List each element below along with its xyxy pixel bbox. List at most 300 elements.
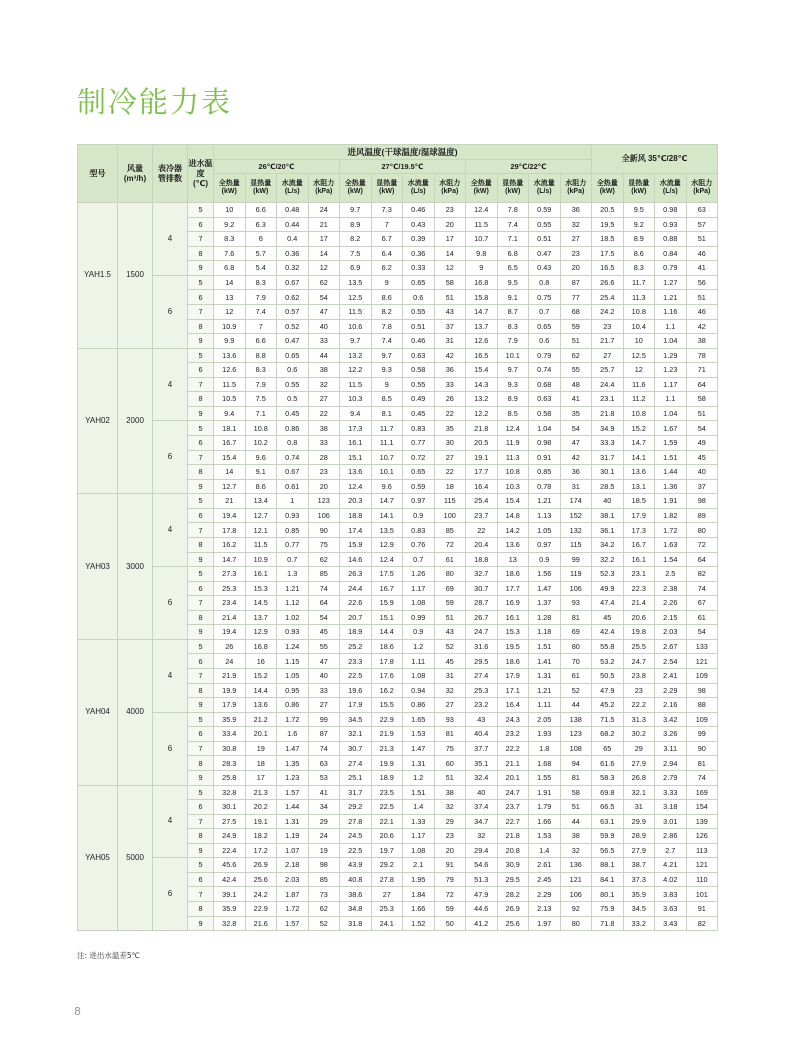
table-cell: 9.4 (214, 406, 246, 421)
table-cell: 52.3 (592, 567, 624, 582)
table-cell: 41 (308, 785, 340, 800)
table-cell: 7.5 (245, 392, 277, 407)
table-cell: 16.7 (371, 581, 403, 596)
table-cell: 109 (686, 669, 718, 684)
table-cell: 115 (434, 494, 466, 509)
table-cell: 5.4 (245, 261, 277, 276)
table-cell: 7.9 (245, 377, 277, 392)
table-cell: 0.51 (529, 232, 561, 247)
table-cell: 0.85 (277, 523, 309, 538)
table-cell: 1.47 (529, 581, 561, 596)
inlet-water-temp-cell: 5 (188, 785, 214, 800)
table-cell: 121 (686, 858, 718, 873)
table-cell: 22.2 (623, 698, 655, 713)
table-cell: 24.3 (497, 712, 529, 727)
inlet-water-temp-cell: 8 (188, 683, 214, 698)
subheader-fresh-1: 显热量 (kW) (623, 174, 655, 203)
table-cell: 38 (308, 421, 340, 436)
table-cell: 85 (434, 523, 466, 538)
table-cell: 20.2 (245, 800, 277, 815)
table-cell: 6.8 (214, 261, 246, 276)
table-cell: 63.1 (592, 814, 624, 829)
table-cell: 19.9 (214, 683, 246, 698)
table-cell: 2.61 (529, 858, 561, 873)
table-cell: 9.5 (623, 203, 655, 218)
inlet-water-temp-cell: 5 (188, 858, 214, 873)
table-cell: 17.3 (340, 421, 372, 436)
table-cell: 6.6 (245, 334, 277, 349)
table-cell: 1.2 (403, 639, 435, 654)
table-cell: 19.9 (371, 756, 403, 771)
table-cell: 44 (308, 348, 340, 363)
table-cell: 0.65 (403, 465, 435, 480)
table-cell: 40.8 (340, 872, 372, 887)
table-cell: 42.4 (592, 625, 624, 640)
table-cell: 25.7 (592, 363, 624, 378)
table-cell: 45 (592, 610, 624, 625)
inlet-water-temp-cell: 8 (188, 756, 214, 771)
table-cell: 29.2 (340, 800, 372, 815)
table-cell: 15.4 (214, 450, 246, 465)
table-cell: 59 (434, 596, 466, 611)
table-cell: 1.44 (277, 800, 309, 815)
table-cell: 9.4 (340, 406, 372, 421)
table-row (78, 348, 718, 363)
table-cell: 0.55 (403, 304, 435, 319)
table-cell: 16.8 (466, 275, 498, 290)
table-cell: 10.8 (623, 304, 655, 319)
table-cell: 44.6 (466, 902, 498, 917)
table-cell: 1.91 (529, 785, 561, 800)
table-cell: 17.9 (214, 698, 246, 713)
table-cell: 14.7 (623, 436, 655, 451)
table-cell: 42.4 (214, 872, 246, 887)
table-cell: 31 (434, 334, 466, 349)
col-header-coil-rows: 表冷器 管排数 (153, 145, 188, 203)
table-cell: 16.1 (623, 552, 655, 567)
table-cell: 21.8 (466, 421, 498, 436)
table-cell: 20.8 (497, 843, 529, 858)
table-cell: 19.4 (214, 508, 246, 523)
table-cell: 35.9 (623, 887, 655, 902)
table-cell: 33 (308, 436, 340, 451)
table-cell: 50.5 (592, 669, 624, 684)
table-cell: 1.79 (529, 800, 561, 815)
table-cell: 12.4 (340, 479, 372, 494)
table-cell: 100 (434, 508, 466, 523)
table-cell: 0.79 (655, 261, 687, 276)
airflow-value: 4000 (118, 639, 153, 785)
table-cell: 81 (560, 610, 592, 625)
table-cell: 1.67 (655, 421, 687, 436)
table-cell: 72 (686, 537, 718, 552)
table-cell: 45 (434, 654, 466, 669)
table-cell: 0.59 (403, 479, 435, 494)
table-cell: 17.7 (497, 581, 529, 596)
table-cell: 1.72 (655, 523, 687, 538)
table-cell: 14.4 (371, 625, 403, 640)
cooling-capacity-table (77, 144, 718, 931)
table-cell: 1.54 (655, 552, 687, 567)
inlet-water-temp-cell: 8 (188, 246, 214, 261)
table-cell: 1.19 (277, 829, 309, 844)
table-cell: 13.2 (466, 392, 498, 407)
table-cell: 13 (214, 290, 246, 305)
inlet-water-temp-cell: 5 (188, 712, 214, 727)
col-header-condition-1: 26℃/20℃ (214, 160, 340, 174)
table-cell: 123 (308, 494, 340, 509)
subheader-cond3-1: 显热量 (kW) (497, 174, 529, 203)
table-cell: 101 (686, 887, 718, 902)
table-cell: 0.47 (277, 334, 309, 349)
table-cell: 20.3 (340, 494, 372, 509)
table-cell: 0.46 (403, 203, 435, 218)
table-cell: 72 (434, 887, 466, 902)
table-cell: 0.86 (277, 421, 309, 436)
table-cell: 45 (308, 625, 340, 640)
table-cell: 24 (308, 203, 340, 218)
table-cell: 21 (308, 217, 340, 232)
table-cell: 1.51 (529, 639, 561, 654)
table-cell: 61 (686, 610, 718, 625)
table-cell: 1.91 (655, 494, 687, 509)
table-cell: 56 (686, 275, 718, 290)
table-cell: 62 (308, 902, 340, 917)
table-cell: 38 (560, 829, 592, 844)
inlet-water-temp-cell: 8 (188, 392, 214, 407)
table-cell: 1.52 (403, 916, 435, 931)
table-row (78, 639, 718, 654)
table-cell: 1.04 (655, 334, 687, 349)
table-cell: 98 (686, 494, 718, 509)
table-cell: 18 (434, 479, 466, 494)
table-cell: 0.55 (529, 217, 561, 232)
table-cell: 15.5 (371, 698, 403, 713)
col-header-model: 型号 (78, 145, 118, 203)
table-cell: 12 (623, 363, 655, 378)
table-cell: 22.7 (497, 814, 529, 829)
table-cell: 10.3 (340, 392, 372, 407)
table-cell: 85 (308, 567, 340, 582)
inlet-water-temp-cell: 6 (188, 508, 214, 523)
table-cell: 20.5 (592, 203, 624, 218)
table-cell: 91 (434, 858, 466, 873)
table-cell: 31.3 (623, 712, 655, 727)
subheader-cond2-1: 显热量 (kW) (371, 174, 403, 203)
table-cell: 21.8 (497, 829, 529, 844)
table-cell: 52 (434, 639, 466, 654)
table-cell: 18.6 (371, 639, 403, 654)
table-cell: 25.4 (592, 290, 624, 305)
table-cell: 1.02 (277, 610, 309, 625)
inlet-water-temp-cell: 6 (188, 654, 214, 669)
table-cell: 36 (434, 363, 466, 378)
table-cell: 94 (560, 756, 592, 771)
table-cell: 16.1 (340, 436, 372, 451)
table-row (78, 203, 718, 218)
table-cell: 1.56 (529, 567, 561, 582)
table-cell: 0.62 (277, 290, 309, 305)
table-cell: 55.8 (592, 639, 624, 654)
table-cell: 30.9 (497, 858, 529, 873)
table-cell: 1.55 (529, 770, 561, 785)
table-cell: 27.8 (371, 872, 403, 887)
table-cell: 6.6 (245, 203, 277, 218)
table-cell: 1.24 (277, 639, 309, 654)
table-cell: 55 (308, 639, 340, 654)
table-cell: 0.6 (403, 290, 435, 305)
table-cell: 9.3 (371, 363, 403, 378)
table-cell: 1.21 (277, 581, 309, 596)
table-cell: 68 (560, 304, 592, 319)
table-cell: 27.4 (466, 669, 498, 684)
inlet-water-temp-cell: 6 (188, 436, 214, 451)
table-cell: 0.59 (529, 203, 561, 218)
table-cell: 21.4 (214, 610, 246, 625)
table-cell: 22 (308, 406, 340, 421)
table-cell: 12.9 (371, 537, 403, 552)
table-cell: 1.53 (529, 829, 561, 844)
table-cell: 54 (308, 290, 340, 305)
coil-rows-value: 4 (153, 639, 188, 712)
table-cell: 11.5 (340, 377, 372, 392)
table-cell: 1.04 (529, 421, 561, 436)
table-cell: 0.58 (403, 363, 435, 378)
table-cell: 1.35 (277, 756, 309, 771)
table-cell: 22.3 (623, 581, 655, 596)
table-cell: 1.31 (277, 814, 309, 829)
inlet-water-temp-cell: 8 (188, 610, 214, 625)
table-cell: 1.87 (277, 887, 309, 902)
inlet-water-temp-cell: 7 (188, 304, 214, 319)
table-cell: 46 (686, 304, 718, 319)
table-cell: 32 (434, 800, 466, 815)
table-cell: 6.3 (245, 217, 277, 232)
table-cell: 11.3 (623, 290, 655, 305)
table-cell: 14.6 (340, 552, 372, 567)
table-cell: 2.86 (655, 829, 687, 844)
table-cell: 2.5 (655, 567, 687, 582)
table-cell: 13.6 (340, 465, 372, 480)
table-cell: 1.21 (529, 683, 561, 698)
table-cell: 72 (434, 537, 466, 552)
table-cell: 1.23 (277, 770, 309, 785)
table-cell: 0.51 (403, 319, 435, 334)
table-cell: 68.2 (592, 727, 624, 742)
table-cell: 19.6 (340, 683, 372, 698)
table-cell: 24.7 (623, 654, 655, 669)
table-cell: 138 (560, 712, 592, 727)
table-cell: 0.52 (277, 319, 309, 334)
table-cell: 31 (560, 479, 592, 494)
table-cell: 22.9 (245, 902, 277, 917)
table-cell: 6.9 (340, 261, 372, 276)
table-cell: 19.1 (245, 814, 277, 829)
table-cell: 9.1 (497, 290, 529, 305)
table-cell: 10 (214, 203, 246, 218)
table-cell: 0.91 (529, 450, 561, 465)
table-cell: 43.9 (340, 858, 372, 873)
inlet-water-temp-cell: 8 (188, 319, 214, 334)
table-cell: 169 (686, 785, 718, 800)
table-cell: 8.2 (371, 304, 403, 319)
table-cell: 15.4 (466, 363, 498, 378)
table-cell: 54 (686, 421, 718, 436)
table-cell: 24.4 (340, 581, 372, 596)
table-cell: 1.26 (403, 567, 435, 582)
table-cell: 52 (560, 683, 592, 698)
table-cell: 23 (308, 465, 340, 480)
table-cell: 0.49 (403, 392, 435, 407)
table-cell: 23.3 (340, 654, 372, 669)
table-cell: 30.2 (623, 727, 655, 742)
table-cell: 7 (245, 319, 277, 334)
table-cell: 25.1 (340, 770, 372, 785)
table-cell: 0.9 (403, 508, 435, 523)
table-cell: 93 (434, 712, 466, 727)
table-cell: 44 (560, 698, 592, 713)
table-cell: 106 (560, 887, 592, 902)
model-name: YAH1.5 (78, 203, 118, 349)
table-cell: 32 (466, 829, 498, 844)
table-cell: 9.1 (245, 465, 277, 480)
table-cell: 20 (308, 479, 340, 494)
inlet-water-temp-cell: 6 (188, 363, 214, 378)
table-cell: 0.4 (277, 232, 309, 247)
table-cell: 23.4 (214, 596, 246, 611)
table-cell: 12.6 (466, 334, 498, 349)
table-cell: 22.5 (340, 669, 372, 684)
table-cell: 0.65 (403, 275, 435, 290)
table-cell: 43 (466, 712, 498, 727)
table-cell: 27 (308, 698, 340, 713)
table-cell: 74 (686, 581, 718, 596)
table-cell: 23.5 (371, 785, 403, 800)
table-cell: 81 (686, 756, 718, 771)
table-cell: 10.7 (371, 450, 403, 465)
table-cell: 1.1 (655, 319, 687, 334)
table-cell: 15.1 (371, 610, 403, 625)
table-cell: 22 (434, 465, 466, 480)
table-cell: 7.9 (497, 334, 529, 349)
table-cell: 2.15 (655, 610, 687, 625)
table-cell: 87 (560, 275, 592, 290)
table-cell: 23.1 (623, 567, 655, 582)
table-cell: 28.2 (497, 887, 529, 902)
table-cell: 25.2 (340, 639, 372, 654)
table-cell: 0.9 (403, 625, 435, 640)
table-cell: 3.42 (655, 712, 687, 727)
table-cell: 136 (560, 858, 592, 873)
table-cell: 29.5 (497, 872, 529, 887)
table-cell: 80 (560, 639, 592, 654)
table-cell: 2.29 (529, 887, 561, 902)
table-cell: 88.1 (592, 858, 624, 873)
table-cell: 25.6 (245, 872, 277, 887)
table-cell: 54.6 (466, 858, 498, 873)
table-cell: 21.6 (245, 916, 277, 931)
table-cell: 28.9 (623, 829, 655, 844)
table-cell: 0.77 (277, 537, 309, 552)
coil-rows-value: 6 (153, 275, 188, 348)
table-cell: 8.8 (245, 348, 277, 363)
table-cell: 21 (214, 494, 246, 509)
page-title: 制冷能力表 (77, 85, 233, 119)
table-cell: 33.4 (214, 727, 246, 742)
table-cell: 10.6 (340, 319, 372, 334)
table-cell: 62 (560, 348, 592, 363)
table-cell: 1.8 (529, 741, 561, 756)
table-cell: 24.2 (592, 304, 624, 319)
table-cell: 13.6 (214, 348, 246, 363)
table-cell: 16.1 (497, 610, 529, 625)
table-cell: 74 (308, 741, 340, 756)
table-cell: 20.7 (340, 610, 372, 625)
table-cell: 15.8 (466, 290, 498, 305)
table-cell: 35.9 (214, 712, 246, 727)
table-cell: 9 (371, 275, 403, 290)
table-row (78, 275, 718, 290)
inlet-water-temp-cell: 6 (188, 800, 214, 815)
table-cell: 43 (434, 304, 466, 319)
table-cell: 0.44 (277, 217, 309, 232)
table-cell: 8.9 (623, 232, 655, 247)
table-cell: 37 (686, 479, 718, 494)
table-cell: 25.3 (466, 683, 498, 698)
table-cell: 39.1 (214, 887, 246, 902)
table-cell: 1.51 (403, 785, 435, 800)
table-cell: 12.2 (340, 363, 372, 378)
table-cell: 49 (686, 436, 718, 451)
table-cell: 31.7 (592, 450, 624, 465)
table-cell: 0.7 (277, 552, 309, 567)
table-cell: 54 (308, 610, 340, 625)
table-cell: 35 (434, 421, 466, 436)
table-cell: 11.7 (371, 421, 403, 436)
inlet-water-temp-cell: 9 (188, 334, 214, 349)
table-cell: 0.74 (277, 450, 309, 465)
subheader-cond1-1: 显热量 (kW) (245, 174, 277, 203)
table-cell: 3.26 (655, 727, 687, 742)
table-cell: 88 (686, 698, 718, 713)
table-cell: 38 (308, 363, 340, 378)
table-cell: 33.3 (592, 436, 624, 451)
table-cell: 9 (466, 261, 498, 276)
table-cell: 1 (277, 494, 309, 509)
table-cell: 78 (686, 348, 718, 363)
table-cell: 32.8 (214, 785, 246, 800)
table-cell: 10.1 (371, 465, 403, 480)
table-cell: 19 (308, 843, 340, 858)
table-cell: 13 (497, 552, 529, 567)
table-cell: 9.3 (497, 377, 529, 392)
table-cell: 34 (308, 800, 340, 815)
table-cell: 0.77 (403, 436, 435, 451)
coil-rows-value: 4 (153, 494, 188, 567)
table-cell: 56.5 (592, 843, 624, 858)
table-cell: 0.63 (403, 348, 435, 363)
table-cell: 71.5 (592, 712, 624, 727)
table-cell: 75.9 (592, 902, 624, 917)
coil-rows-value: 6 (153, 712, 188, 785)
table-cell: 9.7 (340, 334, 372, 349)
table-cell: 6.5 (497, 261, 529, 276)
table-cell: 0.76 (403, 537, 435, 552)
table-cell: 40 (592, 494, 624, 509)
table-cell: 38.1 (592, 508, 624, 523)
table-cell: 8.3 (497, 319, 529, 334)
subheader-cond1-2: 水流量 (L/s) (277, 174, 309, 203)
